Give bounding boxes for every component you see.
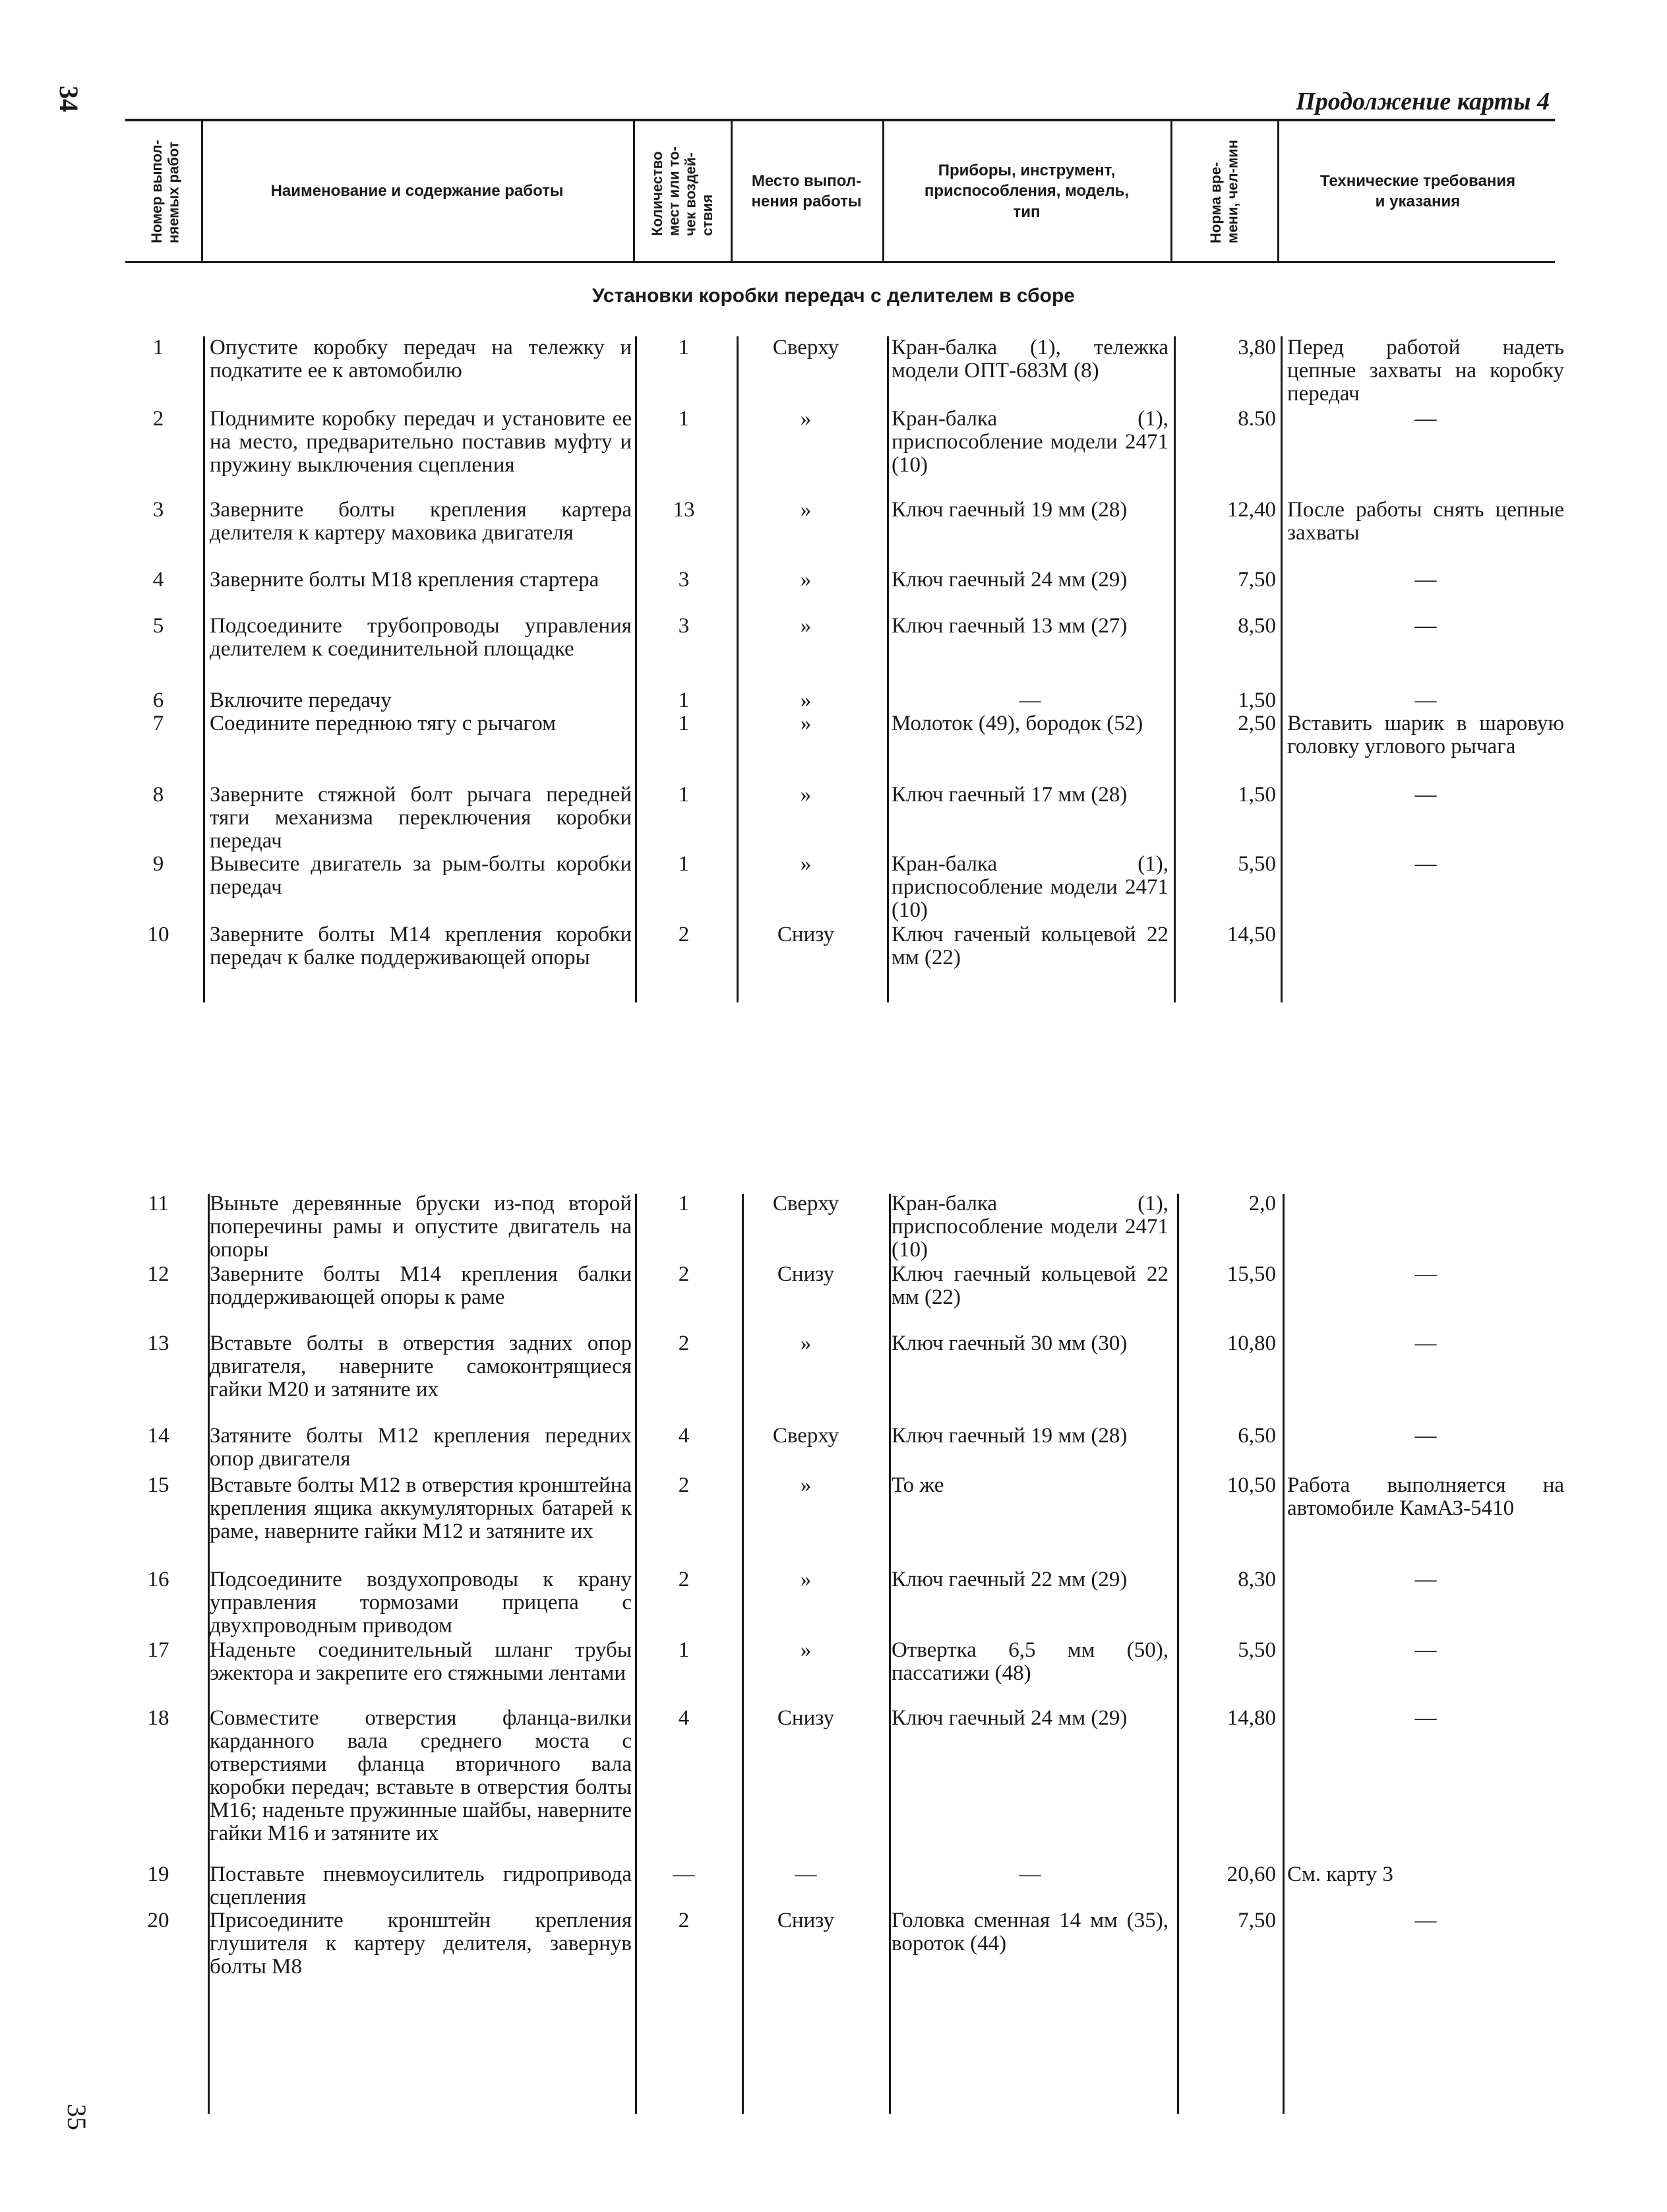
- row-quantity: 2: [678, 1909, 690, 1932]
- row-norm: 14,80: [1227, 1706, 1276, 1730]
- row-number: 1: [152, 336, 164, 359]
- row-operation: Заверните болты М14 крепления коробки передач к балке поддерживающей опоры: [210, 923, 632, 969]
- row-number: 11: [148, 1192, 169, 1215]
- row-quantity: 1: [678, 407, 690, 431]
- row-operation: Заверните болты М14 крепления балки поддерживающей опоры к раме: [210, 1262, 632, 1309]
- row-place: »: [800, 1638, 812, 1662]
- row-quantity: 2: [678, 1473, 690, 1497]
- row-number: 2: [152, 407, 164, 431]
- row-norm: 15,50: [1227, 1262, 1276, 1286]
- row-place: Сверху: [772, 1424, 839, 1448]
- row-operation: Поднимите коробку передач и установите ее на место, предварительно поставив муфту и пружину выключения сцепления: [210, 407, 632, 477]
- row-quantity: 13: [673, 498, 695, 522]
- row-tools: Ключ гаечный 24 мм (29): [892, 568, 1128, 592]
- row-place: »: [800, 852, 812, 876]
- row-operation: Заверните болты крепления картера делителя к картеру маховика двигателя: [210, 498, 632, 545]
- row-place: Снизу: [777, 1706, 835, 1730]
- row-requirements: —: [1414, 1262, 1437, 1286]
- row-number: 5: [152, 614, 164, 638]
- row-tools: Ключ гаечный 19 мм (28): [892, 1424, 1128, 1448]
- row-tools: Ключ гаечный 30 мм (30): [892, 1332, 1128, 1355]
- row-norm: 6,50: [1238, 1424, 1276, 1448]
- row-tools: Ключ гаечный кольцевой 22 мм (22): [892, 1262, 1168, 1309]
- row-operation: Включите передачу: [210, 689, 392, 712]
- row-operation: Заверните стяжной болт рычага передней тяги механизма переключения коробки передач: [210, 783, 632, 853]
- row-norm: 1,50: [1238, 689, 1276, 712]
- row-quantity: —: [673, 1862, 695, 1886]
- page-number-bottom: 35: [62, 2104, 92, 2130]
- row-place: »: [800, 783, 812, 807]
- row-requirements: —: [1414, 407, 1437, 431]
- row-operation: Подсоедините воздухопроводы к крану управления тормозами прицепа с двухпроводным приводом: [210, 1568, 632, 1638]
- row-norm: 10,80: [1227, 1332, 1276, 1355]
- row-tools: Ключ гаечный 17 мм (28): [892, 783, 1128, 807]
- row-operation: Соедините переднюю тягу с рычагом: [210, 712, 556, 735]
- row-norm: 1,50: [1238, 783, 1276, 807]
- row-tools: Головка сменная 14 мм (35), вороток (44): [892, 1909, 1168, 1955]
- row-norm: 5,50: [1238, 1638, 1276, 1662]
- row-place: Сверху: [772, 336, 839, 359]
- row-place: »: [800, 407, 812, 431]
- row-tools: Ключ гаечный 24 мм (29): [892, 1706, 1128, 1730]
- row-quantity: 4: [678, 1424, 690, 1448]
- row-requirements: —: [1414, 568, 1437, 592]
- row-quantity: 2: [678, 1262, 690, 1286]
- row-tools: Ключ гаченый кольцевой 22 мм (22): [892, 923, 1168, 969]
- row-operation: Вставьте болты М12 в отверстия кронштейна крепления ящика аккумуляторных батарей к раме, наверните гайки М12 и затяните их: [210, 1473, 632, 1543]
- row-quantity: 1: [678, 1192, 690, 1215]
- row-quantity: 4: [678, 1706, 690, 1730]
- row-place: —: [795, 1862, 817, 1886]
- row-norm: 7,50: [1238, 1909, 1276, 1932]
- row-place: »: [800, 1473, 812, 1497]
- row-place: Снизу: [777, 923, 835, 946]
- row-number: 10: [147, 923, 169, 946]
- row-norm: 12,40: [1227, 498, 1276, 522]
- row-operation: Наденьте соединительный шланг трубы эжектора и закрепите его стяжными лентами: [210, 1638, 632, 1685]
- header-qty: Количество мест или то- чек воздей- ствия: [649, 146, 716, 236]
- row-number: 15: [147, 1473, 169, 1497]
- row-norm: 8.50: [1238, 407, 1276, 431]
- row-tools: Ключ гаечный 22 мм (29): [892, 1568, 1128, 1591]
- row-tools: Молоток (49), бородок (52): [892, 712, 1143, 735]
- row-requirements: Вставить шарик в шаровую головку углового рычага: [1287, 712, 1564, 758]
- row-requirements: —: [1414, 1568, 1437, 1591]
- row-tools: Ключ гаечный 13 мм (27): [892, 614, 1128, 638]
- row-place: »: [800, 1332, 812, 1355]
- section-title: Установки коробки передач с делителем в сборе: [591, 285, 1075, 307]
- row-quantity: 1: [678, 336, 690, 359]
- row-requirements: —: [1414, 689, 1437, 712]
- row-requirements: —: [1414, 783, 1437, 807]
- row-number: 17: [147, 1638, 169, 1662]
- row-norm: 10,50: [1227, 1473, 1276, 1497]
- row-number: 12: [147, 1262, 169, 1286]
- row-requirements: См. карту 3: [1287, 1862, 1393, 1886]
- row-requirements: Перед работой надеть цепные захваты на коробку передач: [1287, 336, 1564, 406]
- row-requirements: —: [1414, 1706, 1437, 1730]
- row-quantity: 1: [678, 783, 690, 807]
- header-norm: Норма вре- мени, чел-мин: [1207, 139, 1240, 243]
- row-requirements: После работы снять цепные захваты: [1287, 498, 1564, 545]
- row-quantity: 1: [678, 1638, 690, 1662]
- row-place: Сверху: [772, 1192, 839, 1215]
- row-number: 13: [147, 1332, 169, 1355]
- row-number: 9: [152, 852, 164, 876]
- row-norm: 2,50: [1238, 712, 1276, 735]
- header-tools: Приборы, инструмент, приспособления, модель, тип: [924, 162, 1130, 221]
- row-quantity: 1: [678, 712, 690, 735]
- row-requirements: —: [1414, 852, 1437, 876]
- row-number: 4: [152, 568, 164, 592]
- row-number: 20: [147, 1909, 169, 1932]
- row-tools: —: [1019, 689, 1041, 712]
- row-tools: Ключ гаечный 19 мм (28): [892, 498, 1128, 522]
- row-number: 6: [152, 689, 164, 712]
- row-operation: Присоедините кронштейн крепления глушителя к картеру делителя, завернув болты М8: [210, 1909, 632, 1979]
- row-norm: 20,60: [1227, 1862, 1276, 1886]
- row-operation: Выньте деревянные бруски из-под второй поперечины рамы и опустите двигатель на опоры: [210, 1192, 632, 1262]
- row-operation: Вставьте болты в отверстия задних опор двигателя, наверните самоконтрящиеся гайки М20 и затяните их: [210, 1332, 632, 1401]
- row-norm: 7,50: [1238, 568, 1276, 592]
- row-norm: 2,0: [1248, 1192, 1276, 1215]
- row-number: 16: [147, 1568, 169, 1591]
- row-requirements: —: [1414, 1424, 1437, 1448]
- row-operation: Затяните болты М12 крепления передних опор двигателя: [210, 1424, 632, 1471]
- page-number-top: 34: [54, 86, 84, 112]
- row-norm: 8,50: [1238, 614, 1276, 638]
- row-requirements: —: [1414, 1332, 1437, 1355]
- row-norm: 5,50: [1238, 852, 1276, 876]
- row-place: Снизу: [777, 1262, 835, 1286]
- row-requirements: —: [1414, 1909, 1437, 1932]
- row-place: »: [800, 712, 812, 735]
- header-num: Номер выпол- няемых работ: [148, 139, 181, 243]
- row-quantity: 3: [678, 614, 690, 638]
- row-quantity: 3: [678, 568, 690, 592]
- row-tools: Отвертка 6,5 мм (50), пассатижи (48): [892, 1638, 1168, 1685]
- row-norm: 8,30: [1238, 1568, 1276, 1591]
- row-operation: Подсоедините трубопроводы управления делителем к соединительной площадке: [210, 614, 632, 661]
- row-quantity: 2: [678, 1568, 690, 1591]
- row-place: »: [800, 614, 812, 638]
- row-place: »: [800, 1568, 812, 1591]
- row-requirements: Работа выполняется на автомобиле КамАЗ-5410: [1287, 1473, 1564, 1520]
- row-place: »: [800, 568, 812, 592]
- row-operation: Совместите отверстия фланца-вилки карданного вала среднего моста с отверстиями фланца вторичного вала коробки передач; вставьте в отверстия болты М16; наденьте пружинные шайбы, наверните гайки М16 и затяните их: [210, 1706, 632, 1845]
- row-number: 18: [147, 1706, 169, 1730]
- row-norm: 3,80: [1238, 336, 1276, 359]
- row-tools: Кран-балка (1), приспособление модели 2471 (10): [892, 407, 1168, 477]
- header-place: Место выпол- нения работы: [751, 171, 862, 210]
- row-operation: Вывесите двигатель за рым-болты коробки передач: [210, 852, 632, 899]
- row-operation: Поставьте пневмоусилитель гидропривода сцепления: [210, 1862, 632, 1909]
- row-quantity: 2: [678, 1332, 690, 1355]
- row-tools: Кран-балка (1), приспособление модели 2471 (10): [892, 852, 1168, 922]
- row-number: 14: [147, 1424, 169, 1448]
- header-name: Наименование и содержание работы: [270, 182, 564, 200]
- row-requirements: —: [1414, 1638, 1437, 1662]
- row-operation: Опустите коробку передач на тележку и подкатите ее к автомобилю: [210, 336, 632, 383]
- row-place: »: [800, 498, 812, 522]
- row-requirements: —: [1414, 614, 1437, 638]
- row-number: 3: [152, 498, 164, 522]
- row-number: 8: [152, 783, 164, 807]
- row-tools: То же: [892, 1473, 944, 1497]
- row-norm: 14,50: [1227, 923, 1276, 946]
- row-tools: Кран-балка (1), приспособление модели 2471 (10): [892, 1192, 1168, 1262]
- row-quantity: 2: [678, 923, 690, 946]
- row-quantity: 1: [678, 852, 690, 876]
- row-number: 19: [147, 1862, 169, 1886]
- header-req: Технические требования и указания: [1319, 171, 1516, 210]
- row-operation: Заверните болты М18 крепления стартера: [210, 568, 599, 592]
- continuation-title: Продолжение карты 4: [1296, 88, 1550, 115]
- row-number: 7: [152, 712, 164, 735]
- row-tools: —: [1019, 1862, 1041, 1886]
- row-tools: Кран-балка (1), тележка модели ОПТ-683М (8): [892, 336, 1168, 383]
- row-quantity: 1: [678, 689, 690, 712]
- row-place: »: [800, 689, 812, 712]
- row-place: Снизу: [777, 1909, 835, 1932]
